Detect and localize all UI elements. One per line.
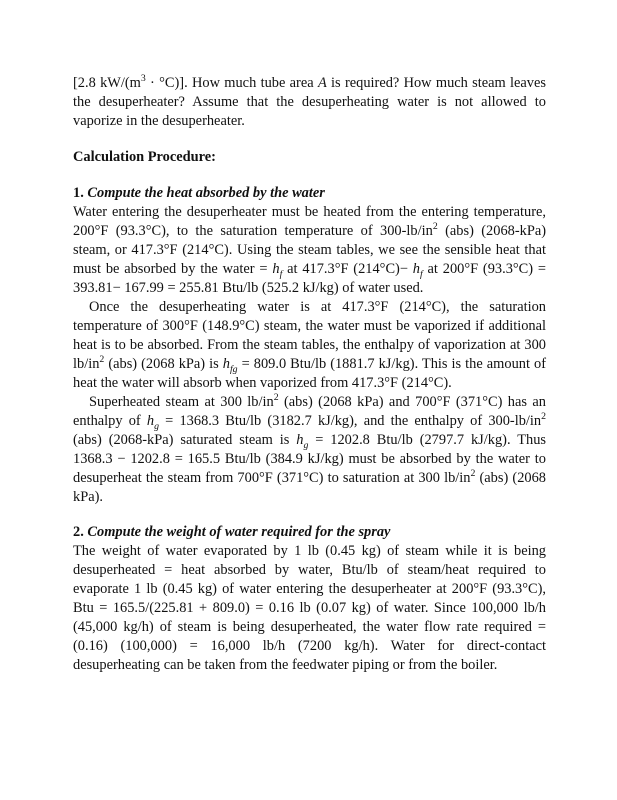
step-1-paragraph-3	[73, 393, 546, 507]
text: Water entering the desuperheater must be heated from the entering temperature, 200°F (93.3°C), to the saturation temperature of 300-lb/in	[73, 204, 546, 239]
variable-h: h	[272, 261, 280, 277]
step-2-number: 2.	[73, 524, 84, 540]
step-2-title: Compute the weight of water required for the spray	[87, 524, 391, 540]
step-1-paragraph-2	[73, 298, 546, 393]
intro-paragraph	[73, 74, 546, 131]
text: (abs) (2068-kPa) steam, or 417.3°F (214°C). Using the steam tables, we see the sensible heat that must be absorbed by the water =	[73, 223, 546, 277]
step-1-paragraph-1	[73, 203, 546, 298]
subscript: f	[419, 268, 423, 280]
variable-A: A	[317, 75, 327, 91]
text: (abs) (2068-kPa) saturated steam is	[73, 432, 297, 448]
variable-h: h	[412, 261, 420, 277]
text: Superheated steam at 300 lb/in	[89, 394, 274, 410]
intro-text-2: · °C)]. How much tube area	[145, 75, 318, 91]
text: = 1368.3 Btu/lb (3182.7 kJ/kg), and the enthalpy of 300-lb/in	[159, 413, 542, 429]
intro-text-3: is required? How much steam leaves the desuperheater? Assume that the desuperheating water is not allowed to vaporize in the desuperheater.	[73, 75, 546, 129]
variable-h: h	[296, 432, 304, 448]
variable-h: h	[146, 413, 155, 429]
text: (abs) (2068 kPa).	[73, 470, 546, 505]
subscript: fg	[229, 363, 238, 375]
step-2-paragraph-1: The weight of water evaporated by 1 lb (0.45 kg) of steam while it is being desuperheated = heat absorbed by water, Btu/lb of steam/heat required to evaporate 1 lb (0.45 kg) of water entering the desuperheater at 200°F (93.3°C), Btu = 165.5/(225.81 + 809.0) = 0.16 lb (0.07 kg) of water. Since 100,000 lb/h (45,000 kg/h) of steam is being desuperheated, the water flow rate required = (0.16) (100,000) = 16,000 lb/h (7200 kg/h). Water for direct-contact desuperheating can be taken from the feedwater piping or from the boiler.	[73, 543, 546, 673]
text: at 200°F (93.3°C) = 393.81− 167.99 = 255.81 Btu/lb (525.2 kJ/kg) of water used.	[73, 261, 546, 296]
intro-text-1: [2.8 kW/(m	[73, 75, 141, 91]
text: = 1202.8 Btu/lb (2797.7 kJ/kg). Thus 1368.3 − 1202.8 = 165.5 Btu/lb (384.9 kJ/kg) must be absorbed by the water to desuperheat the steam from 700°F (371°C) to saturation at 300 lb/in	[73, 432, 546, 486]
step-1-heading	[73, 184, 546, 203]
document-page	[73, 74, 546, 675]
step-1-title: Compute the heat absorbed by the water	[87, 185, 325, 201]
superscript: 2	[470, 468, 476, 480]
step-1-number: 1.	[73, 185, 84, 201]
superscript: 2	[432, 221, 438, 233]
superscript: 3	[140, 73, 146, 85]
text: (abs) (2068 kPa) and 700°F (371°C) has an enthalpy of	[73, 394, 546, 429]
text: at 417.3°F (214°C)−	[282, 261, 413, 277]
subscript: f	[279, 268, 283, 280]
subscript: g	[303, 439, 309, 451]
text: Once the desuperheating water is at 417.3°F (214°C), the saturation temperature of 300°F (148.9°C) steam, the water must be vaporized if additional heat is to be absorbed. From the steam tables, the enthalpy of vaporization at 300 lb/in	[73, 299, 546, 372]
variable-h: h	[222, 356, 230, 372]
superscript: 2	[273, 392, 279, 404]
calculation-procedure-heading: Calculation Procedure:	[73, 149, 216, 165]
text: = 809.0 Btu/lb (1881.7 kJ/kg). This is the amount of heat the water will absorb when vaporized from 417.3°F (214°C).	[73, 356, 546, 391]
text: (abs) (2068 kPa) is	[104, 356, 223, 372]
superscript: 2	[541, 411, 546, 423]
subscript: g	[154, 420, 159, 432]
step-2-heading	[73, 523, 546, 542]
superscript: 2	[99, 354, 105, 366]
